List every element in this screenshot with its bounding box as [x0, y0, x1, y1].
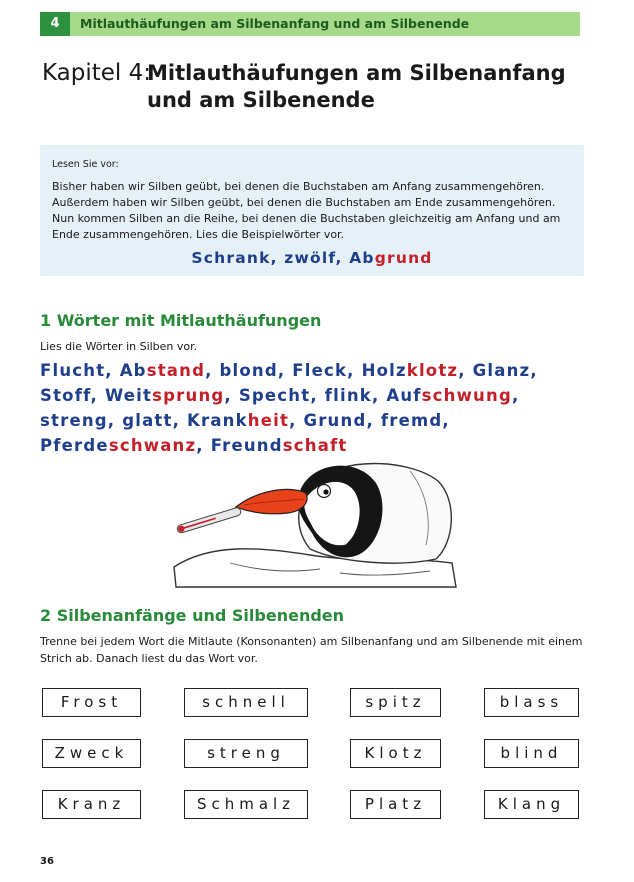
word-segment: , Grund, fremd, Pferde [40, 411, 450, 455]
word-box: blass [484, 688, 579, 717]
word-box: Klang [484, 790, 579, 819]
highlighted-segment: klotz [406, 361, 459, 380]
highlighted-segment: schwanz [108, 436, 197, 455]
example-words [40, 249, 584, 267]
word-box: Klotz [350, 739, 441, 768]
word-segment: Schrank [191, 249, 271, 267]
word-list [40, 358, 600, 458]
word-box: spitz [350, 688, 441, 717]
highlighted-segment: sprung [152, 386, 225, 405]
word-box: Frost [42, 688, 141, 717]
highlighted-segment: grund [374, 249, 433, 267]
word-segment: Flucht, Ab [40, 361, 147, 380]
info-box-label: Lesen Sie vor: [52, 159, 119, 170]
info-box-text: Bisher haben wir Silben geübt, bei denen die Buchstaben am Anfang zusammengehören. Außerdem haben wir Silben geübt, bei denen die Buchstaben am Ende zusammengehören. Nun kommen Silben an die Reihe, bei denen die Buchstaben gleichzeitig am Anfang und am Ende zusammengehören. Lies die Beispielwörter vor. [52, 180, 561, 241]
word-segment: , blond, Fleck, Holz [205, 361, 407, 380]
word-segment: , zwölf, [270, 249, 350, 267]
chapter-header-bar [40, 12, 580, 36]
word-box: Zweck [42, 739, 141, 768]
penguin-with-thermometer-icon [170, 445, 460, 595]
word-box: Schmalz [184, 790, 308, 819]
word-box: Platz [350, 790, 441, 819]
highlighted-segment: heit [247, 411, 290, 430]
word-segment: Ab [349, 249, 375, 267]
highlighted-segment: schwung [421, 386, 512, 405]
word-segment: , Glanz, Stoff, Weit [40, 361, 538, 405]
info-box [40, 145, 584, 276]
word-box: streng [184, 739, 308, 768]
chapter-number: 4 [40, 12, 70, 36]
highlighted-segment: stand [146, 361, 206, 380]
word-segment: , streng, glatt, Krank [40, 386, 520, 430]
word-box: Kranz [42, 790, 141, 819]
section-2-heading: 2 Silbenanfänge und Silbenenden [40, 606, 345, 625]
chapter-label: Kapitel 4: [42, 60, 152, 86]
chapter-header-title: Mitlauthäufungen am Silbenanfang und am Silbenende [80, 16, 470, 31]
chapter-title: Mitlauthäufungen am Silbenanfang und am Silbenende [147, 61, 566, 112]
word-box: blind [484, 739, 579, 768]
word-segment: , Specht, flink, Auf [224, 386, 422, 405]
penguin-illustration [170, 445, 460, 599]
section-2-instruction: Trenne bei jedem Wort die Mitlaute (Konsonanten) am Silbenanfang und am Silbenende mit einem Strich ab. Danach liest du das Wort vor. [40, 635, 583, 665]
page-number: 36 [40, 856, 54, 867]
section-1-heading: 1 Wörter mit Mitlauthäufungen [40, 311, 322, 330]
highlighted-segment: schaft [282, 436, 348, 455]
word-segment: , Freund [196, 436, 283, 455]
section-1-instruction: Lies die Wörter in Silben vor. [40, 340, 198, 353]
word-box: schnell [184, 688, 308, 717]
